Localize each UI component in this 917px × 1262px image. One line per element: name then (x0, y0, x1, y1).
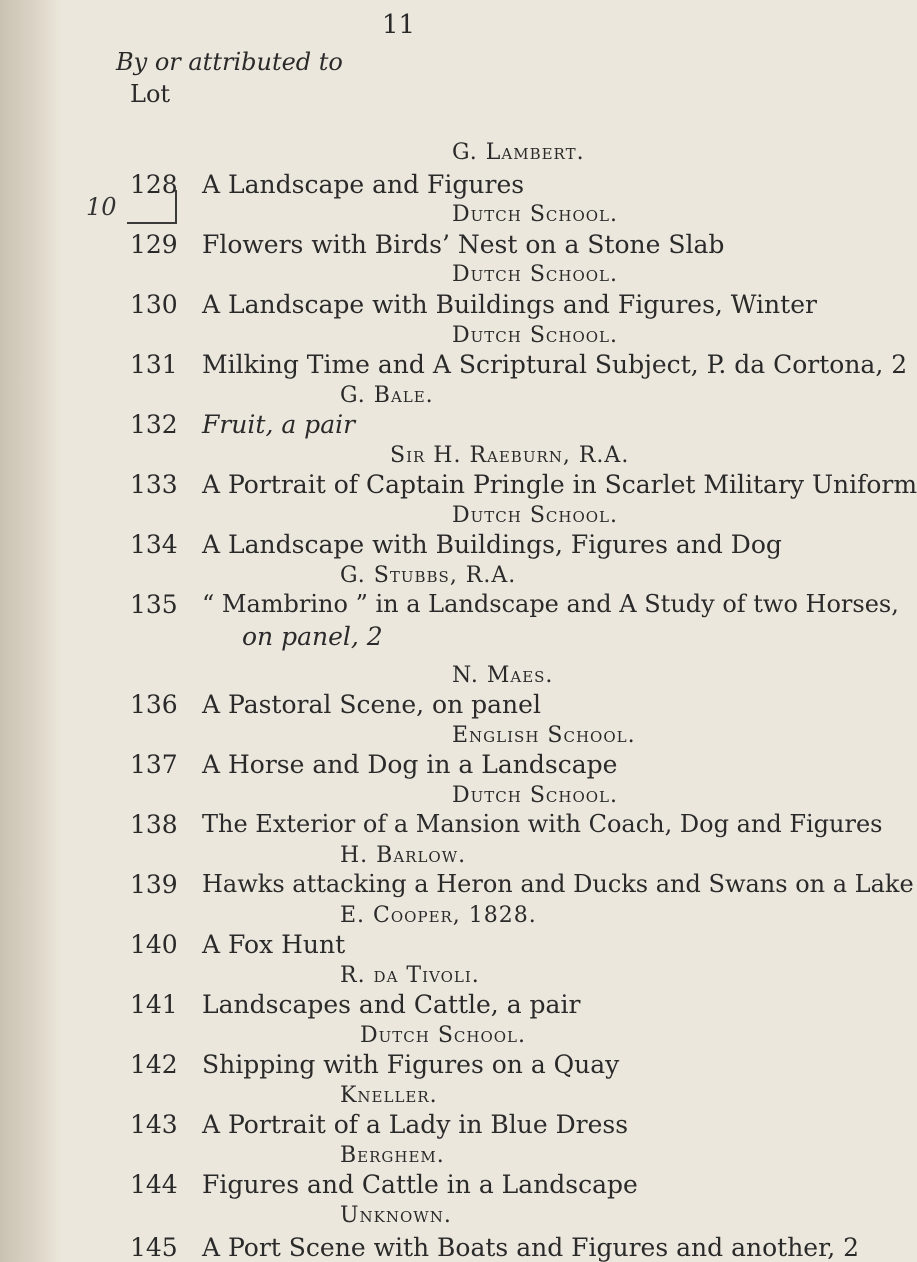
artist-name: Dutch School. (452, 323, 619, 348)
lot-title: A Landscape and Figures (202, 170, 525, 199)
lot-number: 129 (130, 230, 178, 259)
artist-name: Berghem. (340, 1143, 445, 1168)
lot-title: Fruit, a pair (202, 410, 356, 439)
lot-number: 131 (130, 350, 178, 379)
lot-column-label: Lot (130, 80, 171, 108)
artist-name: Unknown. (340, 1203, 452, 1228)
lot-title: Milking Time and A Scriptural Subject, P. da Cortona, 2 (202, 350, 908, 379)
lot-title: A Pastoral Scene, on panel (202, 690, 541, 719)
artist-name: English School. (452, 723, 636, 748)
artist-name: H. Barlow. (340, 843, 467, 868)
attribution-header: By or attributed to (116, 48, 343, 76)
page-number: 11 (382, 10, 416, 40)
lot-title: A Landscape with Buildings, Figures and Dog (202, 530, 782, 559)
artist-name: Dutch School. (360, 1023, 527, 1048)
lot-number: 143 (130, 1110, 178, 1139)
lot-number: 136 (130, 690, 178, 719)
lot-title-continued: on panel, 2 (242, 622, 383, 651)
lot-number: 140 (130, 930, 178, 959)
lot-number: 141 (130, 990, 178, 1019)
artist-name: Dutch School. (452, 202, 619, 227)
lot-title: Landscapes and Cattle, a pair (202, 990, 581, 1019)
lot-title: Figures and Cattle in a Landscape (202, 1170, 638, 1199)
lot-number: 135 (130, 590, 178, 619)
lot-number: 133 (130, 470, 178, 499)
lot-title: The Exterior of a Mansion with Coach, Dog and Figures (202, 810, 883, 838)
artist-name: Dutch School. (452, 783, 619, 808)
lot-title: A Portrait of Captain Pringle in Scarlet Military Uniform (202, 470, 917, 499)
lot-title: A Horse and Dog in a Landscape (202, 750, 618, 779)
artist-name: Dutch School. (452, 262, 619, 287)
lot-number: 137 (130, 750, 178, 779)
artist-name: Dutch School. (452, 503, 619, 528)
artist-name: Kneller. (340, 1083, 438, 1108)
lot-number: 132 (130, 410, 178, 439)
lot-number: 142 (130, 1050, 178, 1079)
lot-number: 144 (130, 1170, 178, 1199)
lot-title: A Landscape with Buildings and Figures, Winter (202, 290, 817, 319)
lot-number: 128 (130, 170, 178, 199)
lot-title: A Portrait of a Lady in Blue Dress (202, 1110, 629, 1139)
lot-title: A Fox Hunt (202, 930, 346, 959)
artist-name: G. Stubbs, R.A. (340, 563, 517, 588)
artist-name: Sir H. Raeburn, R.A. (390, 443, 630, 468)
lot-number: 145 (130, 1233, 178, 1262)
artist-name: N. Maes. (452, 663, 554, 688)
artist-name: E. Cooper, 1828. (340, 903, 537, 928)
lot-title: Shipping with Figures on a Quay (202, 1050, 620, 1079)
lot-number: 138 (130, 810, 178, 839)
lot-title: “ Mambrino ” in a Landscape and A Study of two Horses, (202, 590, 899, 618)
lot-title: Hawks attacking a Heron and Ducks and Swans on a Lake (202, 870, 914, 898)
artist-name: R. da Tivoli. (340, 963, 480, 988)
lot-number: 139 (130, 870, 178, 899)
lot-title: Flowers with Birds’ Nest on a Stone Slab (202, 230, 725, 259)
lot-number: 130 (130, 290, 178, 319)
handwritten-margin-note: 10 (86, 193, 117, 221)
artist-name: G. Lambert. (452, 140, 585, 165)
lot-title: A Port Scene with Boats and Figures and another, 2 (202, 1233, 860, 1262)
lot-number: 134 (130, 530, 178, 559)
artist-name: G. Bale. (340, 383, 434, 408)
